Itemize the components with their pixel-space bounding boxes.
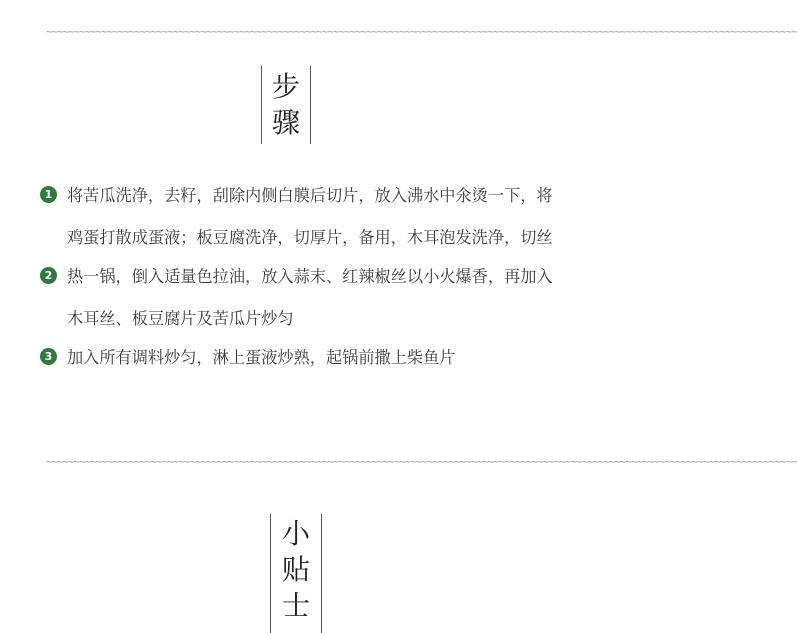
step-number-badge: 2	[40, 267, 57, 284]
top-divider: ~~~~~~~~~~~~~~~~~~~~~~~~~~~~~~~~~~~~~~~~~~~~~~~~~~~~~~~~~~~~~~~~~~~~~~~~~~~~~~~~~~~~~~~~~~~~~~~~~~~~~~~~~~~~~~~~~~~~~~~~~~~~~~~~~~~~~~~~	[46, 27, 797, 38]
step-text: 加入所有调料炒匀，淋上蛋液炒熟，起锅前撒上柴鱼片	[67, 348, 456, 367]
step-item	[40, 259, 560, 340]
middle-divider: ~~~~~~~~~~~~~~~~~~~~~~~~~~~~~~~~~~~~~~~~~~~~~~~~~~~~~~~~~~~~~~~~~~~~~~~~~~~~~~~~~~~~~~~~~~~~~~~~~~~~~~~~~~~~~~~~~~~~~~~~~~~~~~~~~~~~~~~~	[46, 457, 797, 468]
step-item	[40, 178, 560, 259]
steps-list	[40, 178, 560, 379]
tips-title	[270, 514, 322, 633]
steps-title-char: 步	[271, 70, 300, 103]
tips-title-char: 小	[281, 517, 310, 550]
steps-title-char: 骤	[271, 106, 300, 139]
step-number-badge: 3	[40, 348, 57, 365]
step-text: 热一锅，倒入适量色拉油，放入蒜末、红辣椒丝以小火爆香，再加入木耳丝、板豆腐片及苦瓜片炒匀	[67, 267, 553, 328]
step-number-badge: 1	[40, 186, 57, 203]
step-text: 将苦瓜洗净，去籽，刮除内侧白膜后切片，放入沸水中氽烫一下，将鸡蛋打散成蛋液；板豆腐洗净，切厚片，备用，木耳泡发洗净，切丝	[67, 186, 553, 247]
step-item	[40, 340, 560, 379]
tips-title-char: 士	[281, 589, 310, 622]
tips-title-char: 贴	[281, 553, 310, 586]
steps-title	[261, 66, 311, 144]
